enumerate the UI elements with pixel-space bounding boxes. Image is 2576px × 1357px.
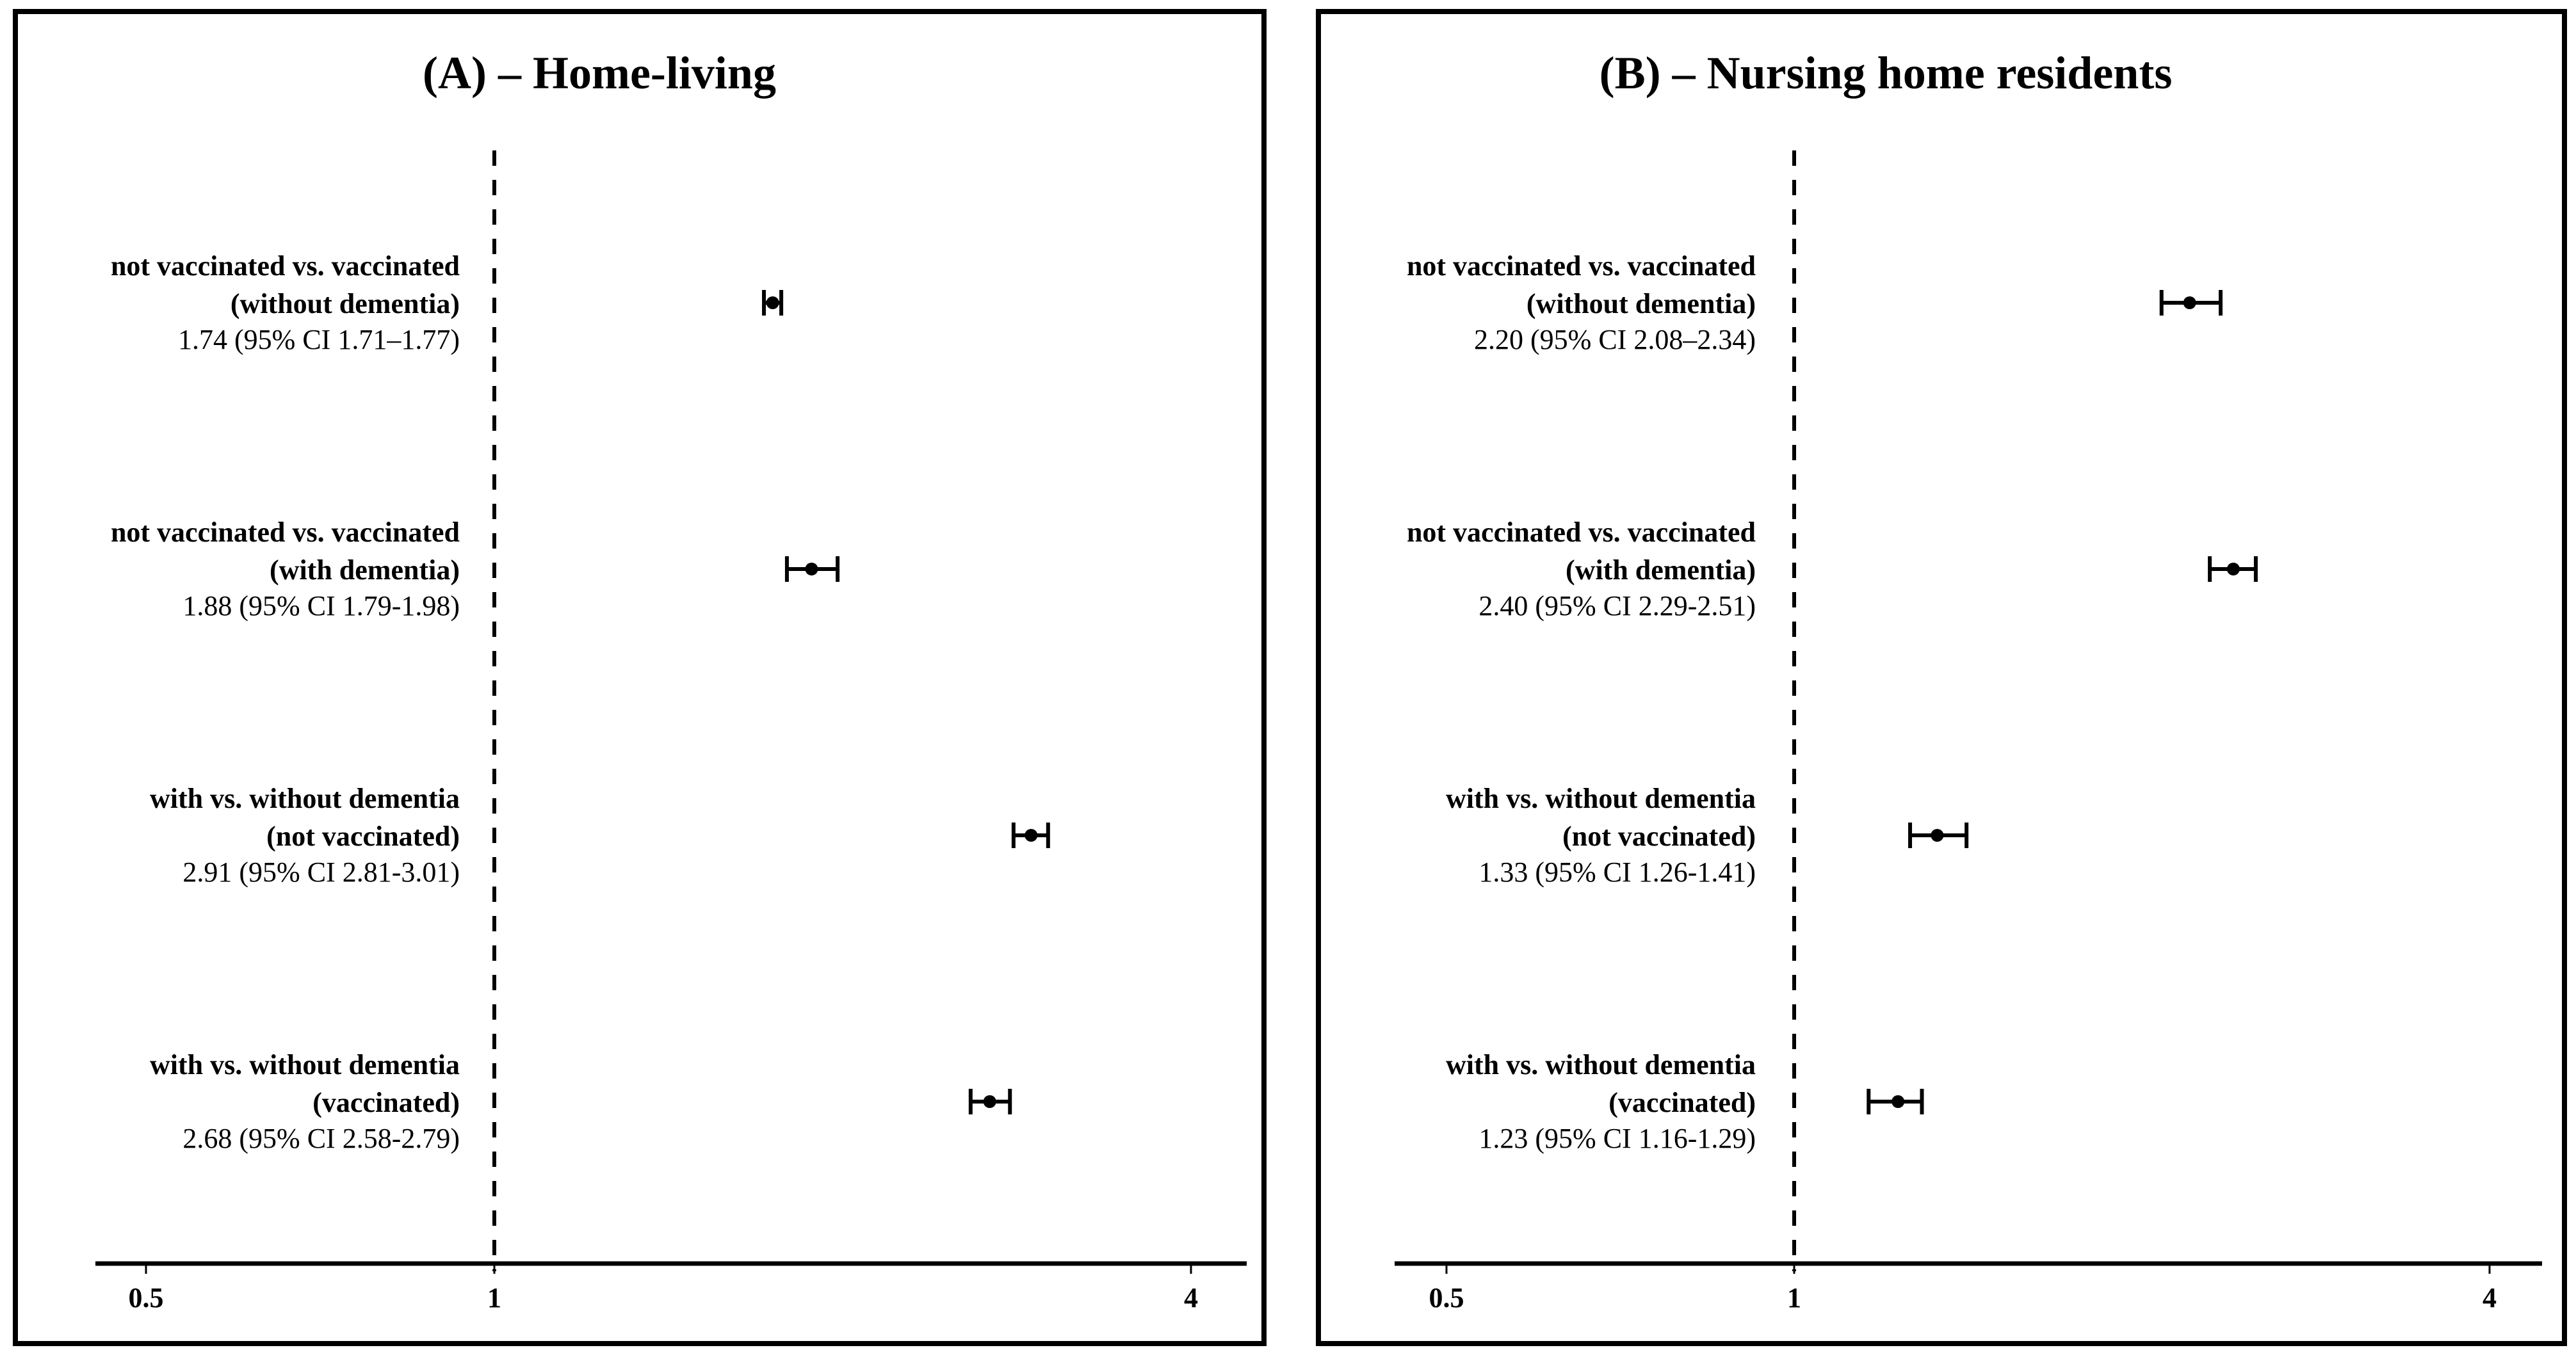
row-comparison-label: not vaccinated vs. vaccinated xyxy=(1406,517,1756,548)
row-comparison-label: with vs. without dementia xyxy=(1445,783,1756,814)
row-comparison-label: not vaccinated vs. vaccinated xyxy=(1406,250,1756,282)
panel-a-rows xyxy=(111,250,1048,1154)
row-subgroup-label: (vaccinated) xyxy=(312,1087,460,1118)
point-estimate-marker xyxy=(805,563,818,575)
row-subgroup-label: (with dementia) xyxy=(270,554,460,586)
row-estimate-text: 2.68 (95% CI 2.58-2.79) xyxy=(182,1123,460,1154)
forest-row xyxy=(111,250,781,355)
panel-b-rows xyxy=(1407,250,2256,1154)
row-subgroup-label: (vaccinated) xyxy=(1608,1087,1756,1118)
forest-row xyxy=(150,783,1048,888)
confidence-interval xyxy=(1014,823,1048,848)
confidence-interval xyxy=(971,1089,1010,1114)
panel-a xyxy=(15,12,1264,1344)
row-estimate-text: 2.20 (95% CI 2.08–2.34) xyxy=(1474,324,1756,355)
row-subgroup-label: (not vaccinated) xyxy=(266,821,460,852)
point-estimate-marker xyxy=(766,296,779,309)
row-comparison-label: with vs. without dementia xyxy=(1445,1049,1756,1080)
x-tick-label: 1 xyxy=(487,1282,501,1313)
row-estimate-text: 2.40 (95% CI 2.29-2.51) xyxy=(1478,590,1756,622)
panel-a-x-axis xyxy=(95,1264,1247,1313)
point-estimate-marker xyxy=(984,1095,996,1108)
forest-row xyxy=(111,517,838,622)
x-tick-label: 1 xyxy=(1787,1282,1801,1313)
row-estimate-text: 1.74 (95% CI 1.71–1.77) xyxy=(178,324,460,355)
forest-row xyxy=(150,1049,1010,1154)
confidence-interval xyxy=(787,556,838,582)
row-comparison-label: not vaccinated vs. vaccinated xyxy=(110,250,460,282)
x-tick-label: 4 xyxy=(1184,1282,1198,1313)
row-estimate-text: 1.88 (95% CI 1.79-1.98) xyxy=(182,590,460,622)
row-subgroup-label: (not vaccinated) xyxy=(1562,821,1756,852)
row-estimate-text: 1.23 (95% CI 1.16-1.29) xyxy=(1478,1123,1756,1154)
row-subgroup-label: (without dementia) xyxy=(230,288,460,319)
point-estimate-marker xyxy=(2227,563,2240,575)
x-tick-label: 0.5 xyxy=(128,1282,164,1313)
forest-row xyxy=(1407,517,2256,622)
panel-a-title: (A) – Home-living xyxy=(423,47,776,99)
row-comparison-label: with vs. without dementia xyxy=(149,783,460,814)
point-estimate-marker xyxy=(1025,829,1037,842)
row-estimate-text: 1.33 (95% CI 1.26-1.41) xyxy=(1478,856,1756,888)
point-estimate-marker xyxy=(2183,296,2196,309)
forest-row xyxy=(1446,783,1966,888)
panel-b-x-axis xyxy=(1395,1264,2542,1313)
forest-row xyxy=(1407,250,2221,355)
confidence-interval xyxy=(2210,556,2256,582)
forest-row xyxy=(1446,1049,1922,1154)
row-estimate-text: 2.91 (95% CI 2.81-3.01) xyxy=(182,856,460,888)
point-estimate-marker xyxy=(1931,829,1943,842)
row-subgroup-label: (without dementia) xyxy=(1526,288,1756,319)
row-subgroup-label: (with dementia) xyxy=(1566,554,1756,586)
x-tick-label: 0.5 xyxy=(1429,1282,1464,1313)
row-comparison-label: with vs. without dementia xyxy=(149,1049,460,1080)
point-estimate-marker xyxy=(1891,1095,1904,1108)
confidence-interval xyxy=(2162,290,2221,316)
x-tick-label: 4 xyxy=(2483,1282,2497,1313)
confidence-interval xyxy=(764,290,781,316)
confidence-interval xyxy=(1910,823,1966,848)
panel-b xyxy=(1318,12,2564,1344)
confidence-interval xyxy=(1868,1089,1922,1114)
panel-b-title: (B) – Nursing home residents xyxy=(1599,47,2173,99)
row-comparison-label: not vaccinated vs. vaccinated xyxy=(110,517,460,548)
